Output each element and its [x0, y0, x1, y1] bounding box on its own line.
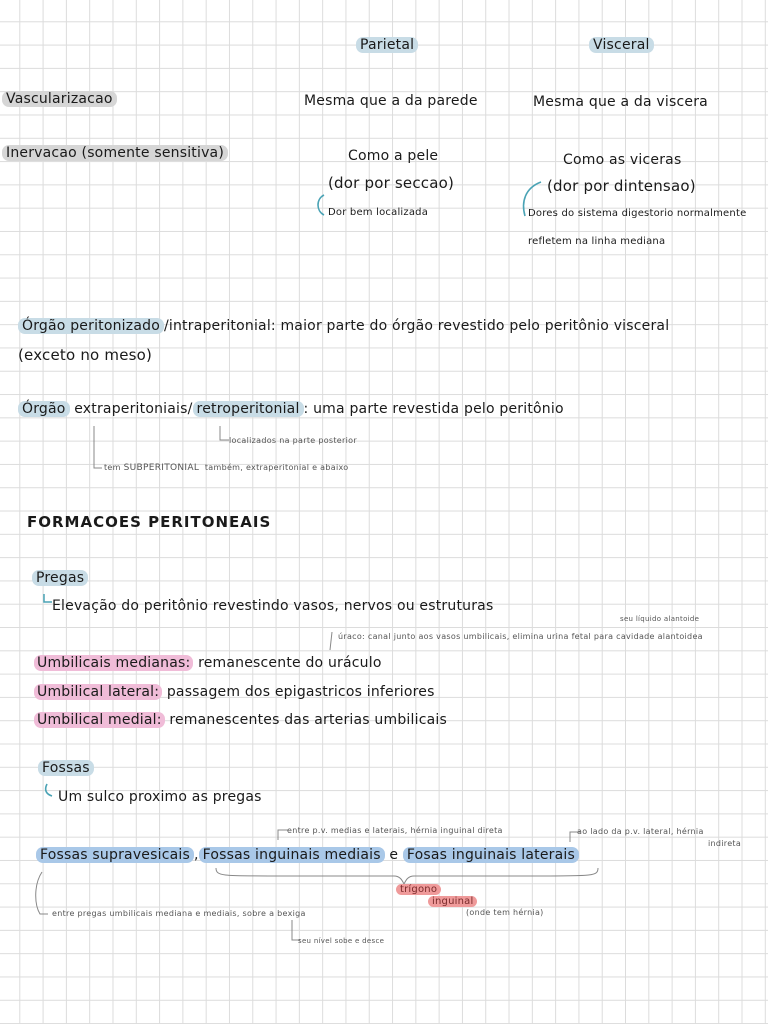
- comma-separator: ,: [193, 847, 199, 863]
- vascularizacao-visceral: Mesma que a da viscera: [533, 94, 708, 110]
- row-label-inervacao: [2, 145, 228, 161]
- inervacao-visceral-note2: refletem na linha mediana: [528, 236, 666, 247]
- term-orgao-peritonizado: Órgão peritonizado: [18, 318, 164, 334]
- e-separator: e: [384, 847, 403, 863]
- umbilical-lateral-desc: passagem dos epigastricos inferiores: [162, 684, 435, 700]
- term-umbilicais-medianas: Umbilicais medianas:: [34, 655, 193, 671]
- note-indireta: indireta: [708, 839, 742, 848]
- inervacao-visceral-line2: (dor por dintensao): [547, 177, 696, 195]
- fossas-list-line: [36, 847, 579, 863]
- fossas-description: Um sulco proximo as pregas: [58, 789, 262, 805]
- column-header-parietal: Parietal: [356, 37, 418, 53]
- extraperitoniais-description: : uma parte revestida pelo peritônio: [303, 401, 564, 417]
- note-subperitonial: [104, 463, 348, 473]
- umbilicais-medianas-line: [34, 655, 382, 671]
- term-fosas-inguinais-laterais: Fosas inguinais laterais: [403, 847, 579, 863]
- term-retroperitonial: retroperitonial: [193, 401, 304, 417]
- note-sub-term: SUBPERITONIAL: [123, 463, 200, 473]
- bracket-visceral-note: [515, 180, 545, 220]
- orgao-peritonizado-line2: (exceto no meso): [18, 346, 153, 364]
- bracket-parietal-note: [314, 193, 334, 223]
- umbilical-lateral-line: [34, 684, 435, 700]
- label-trigono: trígono: [396, 884, 441, 895]
- term-fossas-supravesicais: Fossas supravesicais: [36, 847, 194, 863]
- orgao-extraperitoniais-line: [18, 401, 564, 417]
- inervacao-visceral-line1: Como as viceras: [563, 152, 682, 168]
- note-liquido-alantoide: seu líquido alantoide: [620, 615, 700, 623]
- vascularizacao-parietal: Mesma que a da parede: [304, 93, 478, 109]
- peritonizado-description: /intraperitonial: maior parte do órgão revestido pelo peritônio visceral: [163, 318, 670, 334]
- inervacao-label-text: Inervacao (somente sensitiva): [2, 145, 228, 161]
- note-entre-pregas: entre pregas umbilicais mediana e mediais, sobre a bexiga: [52, 909, 306, 918]
- note-sub-rest: também, extraperitonial e abaixo: [204, 463, 349, 472]
- section-title-formacoes: FORMACOES PERITONEAIS: [27, 513, 272, 531]
- note-uraco: úraco: canal junto aos vasos umbilicais, elimina urina fetal para cavidade alantoidea: [338, 632, 703, 641]
- extraperitoniais-text: extraperitoniais/: [69, 401, 193, 417]
- label-fossas: Fossas: [38, 760, 94, 776]
- inervacao-parietal-line2: (dor por seccao): [328, 174, 455, 192]
- umbilical-medial-line: [34, 712, 447, 728]
- bracket-fossas: [42, 782, 58, 800]
- term-fossas-inguinais-mediais: Fossas inguinais mediais: [199, 847, 385, 863]
- umbilicais-medianas-desc: remanescente do uráculo: [193, 655, 382, 671]
- bracket-uraco-note: [324, 630, 338, 654]
- inervacao-visceral-note1: Dores do sistema digestorio normalmente: [528, 208, 747, 219]
- note-onde-tem-hernia: (onde tem hérnia): [466, 908, 544, 917]
- note-sub-prefix: tem: [104, 463, 124, 472]
- note-ao-lado: ao lado da p.v. lateral, hérnia: [577, 827, 704, 836]
- term-umbilical-medial: Umbilical medial:: [34, 712, 165, 728]
- inervacao-parietal-line1: Como a pele: [348, 148, 439, 164]
- label-inguinal: inguinal: [428, 896, 477, 907]
- column-header-visceral: Visceral: [589, 37, 654, 53]
- label-pregas: Pregas: [32, 570, 88, 586]
- term-orgao: Órgão: [18, 401, 70, 417]
- note-localizados-posterior: localizados na parte posterior: [229, 436, 357, 445]
- term-umbilical-lateral: Umbilical lateral:: [34, 684, 162, 700]
- row-label-vascularizacao: Vascularizacao: [2, 91, 117, 107]
- orgao-peritonizado-line: [18, 318, 669, 334]
- note-nivel: seu nível sobe e desce: [298, 937, 385, 945]
- pregas-description: Elevação do peritônio revestindo vasos, nervos ou estruturas: [52, 598, 494, 614]
- note-entre-pv: entre p.v. medias e laterais, hérnia inguinal direta: [287, 826, 503, 835]
- umbilical-medial-desc: remanescentes das arterias umbilicais: [164, 712, 447, 728]
- inervacao-parietal-note: Dor bem localizada: [328, 207, 429, 218]
- brace-inguinal: [214, 866, 604, 886]
